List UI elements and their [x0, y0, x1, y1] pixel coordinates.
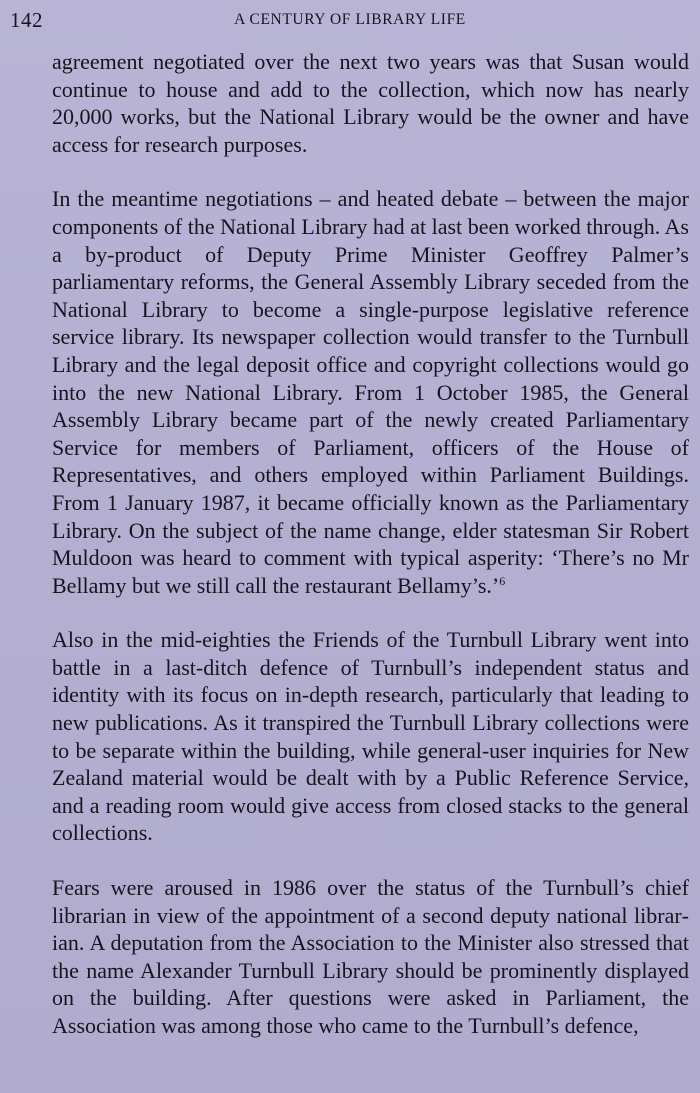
paragraph-1-text: agreement negotiated over the next two years was that Susan would continue to house and add to the collection, which now has nearly 20,000 works, but the National Library would be the owner and have access for research purposes. — [52, 49, 689, 157]
footnote-marker[interactable]: 6 — [499, 573, 506, 588]
page-number: 142 — [10, 8, 43, 32]
paragraph-2 — [52, 185, 689, 599]
paragraph-1 — [52, 48, 689, 158]
paragraph-4-text: Fears were aroused in 1986 over the status of the Turnbull’s chief librarian in view of the appointment of a second deputy national librarian. A deputation from the Association to the Minister also stressed that the name Alexander Turnbull Library should be prominently displayed on the building. After questions were asked in Parliament, the Association was among those who came to the Turnbull’s defence, — [52, 875, 689, 1038]
running-title: A CENTURY OF LIBRARY LIFE — [234, 11, 466, 28]
paragraph-4 — [52, 874, 689, 1040]
body-text — [52, 48, 689, 1040]
paragraph-3-text: Also in the mid-eighties the Friends of the Turnbull Library went into battle in a last-ditch defence of Turnbull’s independent status and identity with its focus on in-depth research, particularly that leading to new publications. As it transpired the Turnbull Library collections were to be separate within the building, while general-user inquiries for New Zealand material would be dealt with by a Public Reference Service, and a reading room would give access from closed stacks to the general collections. — [52, 627, 689, 846]
paragraph-3 — [52, 626, 689, 847]
paragraph-2-text: In the meantime negotiations – and heated debate – between the major components of the National Library had at last been worked through. As a by-product of Deputy Prime Minister Geoffrey Palmer’s parliamentary reforms, the General Assembly Library seceded from the National Library to become a single-purpose legislative reference service library. Its newspaper collection would transfer to the Turnbull Library and the legal deposit office and copyright collections would go into the new National Library. From 1 October 1985, the General Assembly Library became part of the newly created Parliamentary Service for members of Parliament, officers of the House of Representatives, and others employed within Parliament Buildings. From 1 January 1987, it became officially known as the Parliamentary Library. On the subject of the name change, elder statesman Sir Robert Muldoon was heard to comment with typical asperity: ‘There’s no Mr Bellamy but we still call the restaurant Bellamy’s.’ — [52, 186, 689, 598]
